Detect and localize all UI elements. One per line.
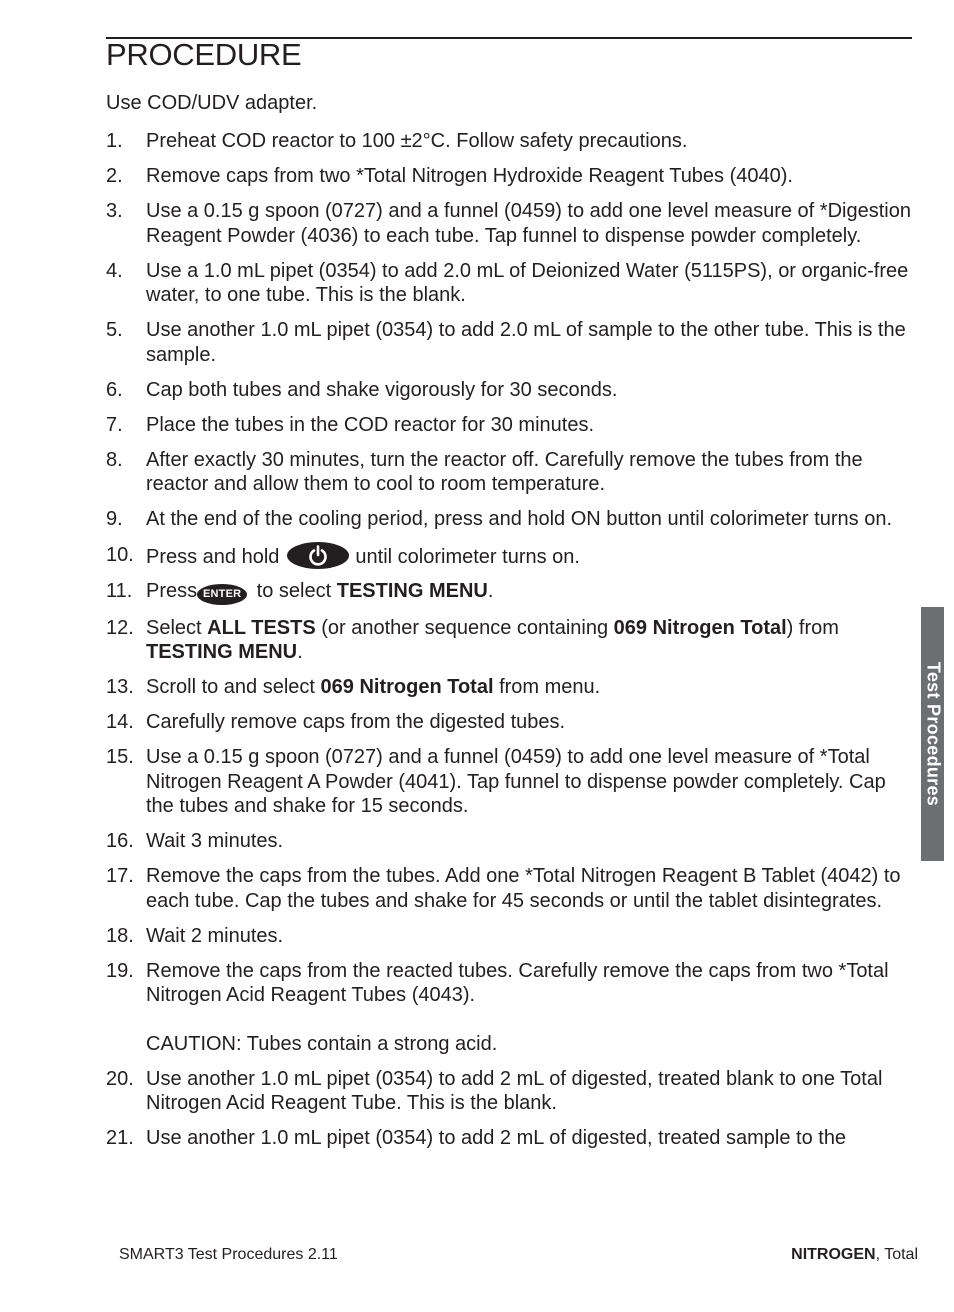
step-15 (106, 745, 916, 819)
footer-section-bold: NITROGEN (791, 1246, 876, 1263)
footer-section-title (791, 1246, 918, 1264)
step-number: 19. (106, 959, 134, 982)
step-text: Scroll to and select (146, 676, 321, 698)
caution-note: CAUTION: Tubes contain a strong acid. (146, 1032, 498, 1055)
menu-name: TESTING MENU (336, 580, 488, 602)
step-number: 6. (106, 378, 123, 401)
step-number: 17. (106, 865, 134, 887)
step-text: from menu. (493, 676, 601, 698)
step-5 (106, 318, 916, 367)
section-side-tab (921, 607, 944, 861)
step-text: Use another 1.0 mL pipet (0354) to add 2.0 mL of sample to the other tube. This is the sample. (146, 319, 906, 366)
step-text: After exactly 30 minutes, turn the reactor off. Carefully remove the tubes from the reactor and allow them to cool to room temperature. (146, 448, 863, 495)
step-text: (or another sequence containing (315, 616, 614, 639)
menu-name: TESTING MENU (146, 641, 298, 663)
step-number: 7. (106, 413, 123, 436)
step-text: Use a 0.15 g spoon (0727) and a funnel (0459) to add one level measure of *Digestion Reagent Powder (4036) to each tube. Tap funnel to dispense powder completely. (146, 200, 911, 247)
step-9 (106, 507, 916, 532)
step-20 (106, 1067, 916, 1116)
step-text: to select (251, 580, 337, 602)
step-2 (106, 164, 916, 189)
step-text: Select (146, 616, 208, 639)
step-text: Wait 2 minutes. (146, 924, 284, 947)
step-16 (106, 829, 916, 854)
step-number: 5. (106, 319, 123, 341)
step-text: ) from (786, 616, 839, 639)
step-text: . (487, 580, 494, 602)
step-14 (106, 710, 916, 735)
step-18 (106, 924, 916, 949)
step-21 (106, 1126, 916, 1151)
procedure-steps (106, 129, 916, 1161)
footer-section-rest: , Total (875, 1246, 918, 1263)
step-number: 20. (106, 1067, 134, 1090)
step-19 (106, 959, 916, 1057)
step-text: Use a 0.15 g spoon (0727) and a funnel (0459) to add one level measure of *Total Nitrogen Reagent A Powder (4041). Tap funnel to dispense powder completely. Cap the tubes and shake for 15 seconds. (146, 746, 886, 817)
side-tab-label: Test Procedures (923, 661, 943, 807)
step-number: 3. (106, 200, 123, 222)
step-text: Preheat COD reactor to 100 ±2°C. Follow safety precautions. (146, 130, 688, 152)
test-name: ALL TESTS (207, 616, 316, 639)
power-button-icon (287, 542, 349, 569)
step-number: 9. (106, 508, 123, 530)
step-11 (106, 579, 916, 605)
page-heading: PROCEDURE (106, 37, 302, 72)
step-number: 10. (106, 544, 134, 566)
step-3 (106, 199, 916, 248)
step-1 (106, 129, 916, 154)
step-12 (106, 616, 916, 665)
step-text: Remove the caps from the tubes. Add one *Total Nitrogen Reagent B Tablet (4042) to each tube. Cap the tubes and shake for 45 seconds or until the tablet disintegrates. (146, 865, 901, 912)
step-number: 11. (106, 580, 133, 602)
step-text: Use a 1.0 mL pipet (0354) to add 2.0 mL of Deionized Water (5115PS), or organic-free water, to one tube. This is the blank. (146, 259, 909, 306)
step-6 (106, 378, 916, 403)
step-text: Carefully remove caps from the digested tubes. (146, 711, 566, 733)
step-13 (106, 675, 916, 700)
step-10 (106, 542, 916, 571)
step-text: Use another 1.0 mL pipet (0354) to add 2 mL of digested, treated sample to the (146, 1127, 847, 1149)
step-text: Remove caps from two *Total Nitrogen Hydroxide Reagent Tubes (4040). (146, 165, 793, 187)
footer-document-title: SMART3 Test Procedures 2.11 (119, 1246, 338, 1263)
step-number: 15. (106, 746, 134, 768)
step-text: Use another 1.0 mL pipet (0354) to add 2 mL of digested, treated blank to one Total Nitrogen Acid Reagent Tube. This is the blank. (146, 1067, 883, 1114)
step-text: . (297, 641, 303, 663)
step-text: Wait 3 minutes. (146, 830, 284, 852)
step-number: 12. (106, 616, 134, 639)
step-number: 4. (106, 259, 123, 282)
intro-text: Use COD/UDV adapter. (106, 92, 318, 114)
test-name: 069 Nitrogen Total (320, 676, 494, 698)
step-text: Cap both tubes and shake vigorously for 30 seconds. (146, 378, 618, 401)
step-number: 21. (106, 1127, 134, 1149)
step-text: Remove the caps from the reacted tubes. Carefully remove the caps from two *Total Nitrogen Acid Reagent Tubes (4043). (146, 959, 889, 1006)
step-number: 1. (106, 130, 123, 152)
step-number: 16. (106, 830, 134, 852)
step-text: Press (146, 580, 198, 602)
enter-button-icon: ENTER (197, 584, 247, 605)
step-number: 2. (106, 165, 123, 187)
step-number: 18. (106, 924, 134, 947)
test-name: 069 Nitrogen Total (613, 616, 787, 639)
step-8 (106, 448, 916, 497)
step-number: 8. (106, 448, 123, 471)
step-4 (106, 259, 916, 308)
step-number: 14. (106, 711, 134, 733)
step-text: At the end of the cooling period, press and hold ON button until colorimeter turns on. (146, 508, 892, 530)
step-7 (106, 413, 916, 438)
step-17 (106, 864, 916, 913)
step-text: until colorimeter turns on. (355, 546, 580, 568)
step-text: Place the tubes in the COD reactor for 30 minutes. (146, 413, 594, 436)
step-text: Press and hold (146, 546, 280, 568)
step-number: 13. (106, 676, 134, 698)
